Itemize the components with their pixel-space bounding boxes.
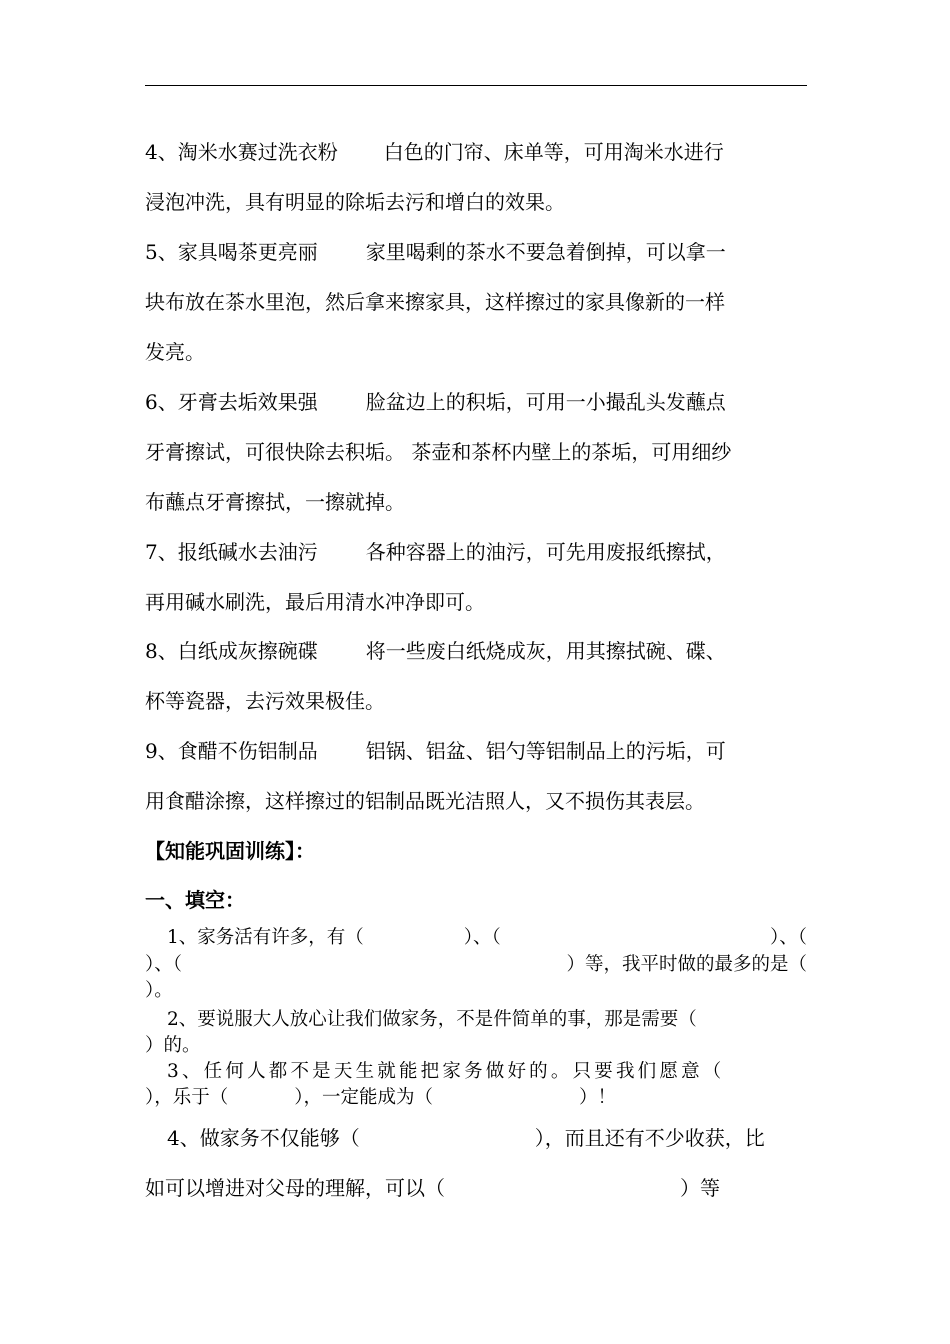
tip-9-line-2: 用食醋涂擦，这样擦过的铝制品既光洁照人，又不损伤其表层。 [145,789,705,813]
q2-text-a: 2、要说服大人放心让我们做家务，不是件简单的事，那是需要（ [167,1009,697,1030]
tip-8-title: 8、白纸成灰擦碗碟 [145,639,318,663]
tip-7-line-2: 再用碱水刷洗，最后用清水冲净即可。 [145,590,485,614]
q1-text-b: ）、（ [463,927,501,948]
q1-text-e: ）等，我平时做的最多的是（ [566,954,807,975]
q4-text-c: 如可以增进对父母的理解，可以（ [145,1176,445,1200]
q3-text-c: ），一定能成为（ [294,1087,434,1108]
tip-8-line-2: 杯等瓷器，去污效果极佳。 [145,689,385,713]
tip-7-title: 7、报纸碱水去油污 [145,540,318,564]
tip-9-title: 9、食醋不伤铝制品 [145,739,318,763]
tip-4-title: 4、淘米水赛过洗衣粉 [145,140,338,164]
q1-line-3: ）。 [145,980,173,1001]
q4-text-a: 4、做家务不仅能够（ [167,1126,360,1150]
q1-text-a: 1、家务活有许多，有（ [167,927,364,948]
q2-line-2: ）的。 [145,1035,201,1056]
q2-line-1 [145,1006,807,1034]
tip-5-title: 5、家具喝茶更亮丽 [145,240,318,264]
tip-7-text: 各种容器上的油污，可先用废报纸擦拭， [365,540,726,564]
q4-text-b: ），而且还有不少收获，比 [534,1126,765,1150]
q4-line-2 [145,1174,807,1202]
fill-heading: 一、填空： [145,888,245,912]
q3-text-d: ）！ [579,1087,617,1108]
tip-5-text: 家里喝剩的茶水不要急着倒掉，可以拿一 [365,240,726,264]
tip-8-line-1 [145,637,807,665]
tip-4-text: 白色的门帘、床单等，可用淘米水进行 [383,140,724,164]
tip-6-line-2: 牙膏擦试，可很快除去积垢。 茶壶和茶杯内壁上的茶垢，可用细纱 [145,440,732,464]
q1-line-1 [145,924,807,952]
tip-6-line-3: 布蘸点牙膏擦拭，一擦就掉。 [145,490,405,514]
q1-text-c: ）、（ [769,927,807,948]
q3-line-2 [145,1084,807,1112]
tip-9-line-1 [145,737,807,765]
tip-4-line-2: 浸泡冲洗，具有明显的除垢去污和增白的效果。 [145,190,565,214]
header-rule [145,85,807,86]
tip-6-title: 6、牙膏去垢效果强 [145,390,318,414]
tip-5-line-1 [145,238,807,266]
q3-line-1 [145,1058,807,1086]
tip-9-text: 铝锅、铝盆、铝勺等铝制品上的污垢，可 [365,739,726,763]
q3-text-b: ），乐于（ [145,1087,229,1108]
tip-6-line-1 [145,388,807,416]
tip-5-line-3: 发亮。 [145,340,205,364]
q4-text-d: ）等 [680,1176,720,1200]
q3-text-a: 3、任何人都不是天生就能把家务做好的。只要我们愿意（ [167,1061,725,1082]
tip-6-text: 脸盆边上的积垢，可用一小撮乱头发蘸点 [365,390,726,414]
tip-8-text: 将一些废白纸烧成灰，用其擦拭碗、碟、 [365,639,726,663]
tip-5-line-2: 块布放在茶水里泡，然后拿来擦家具，这样擦过的家具像新的一样 [145,290,725,314]
section-heading: 【知能巩固训练】： [145,839,315,863]
q1-text-d: ）、（ [145,954,183,975]
q1-line-2 [145,951,807,979]
q4-line-1 [145,1124,807,1152]
tip-7-line-1 [145,538,807,566]
tip-4-line-1 [145,138,807,166]
